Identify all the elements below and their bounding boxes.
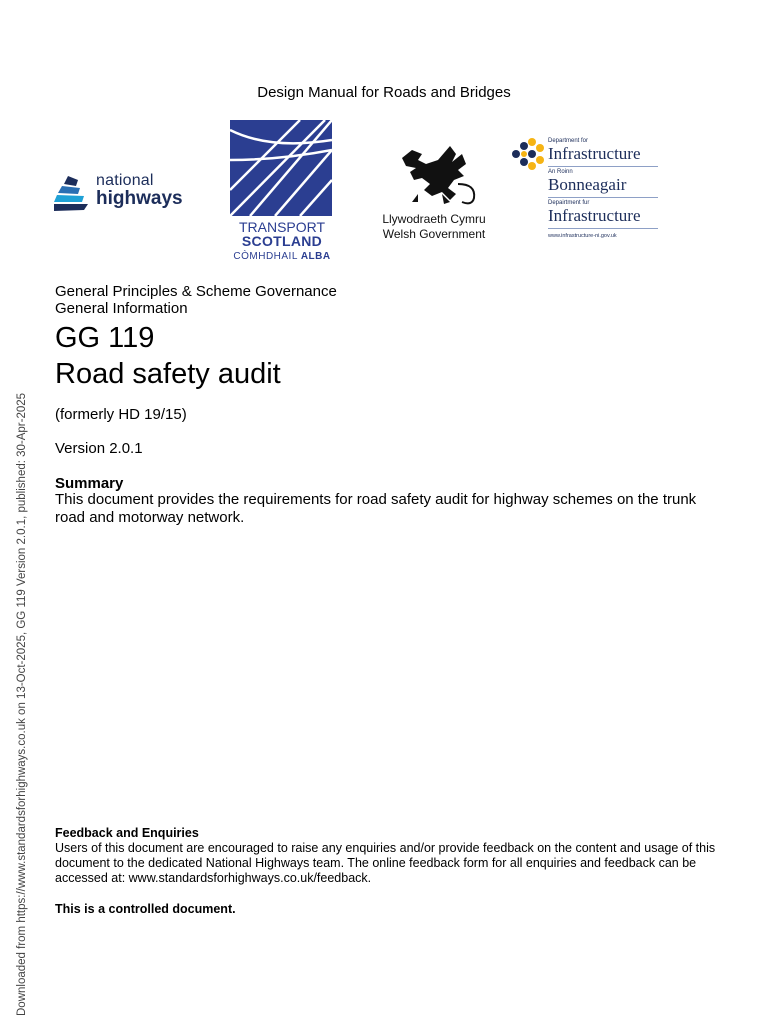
document-version: Version 2.0.1 xyxy=(55,440,143,457)
transport-scotland-logo xyxy=(230,118,334,264)
dfi-an-roinn: An Roinn xyxy=(548,169,573,175)
download-stamp: Downloaded from https://www.standardsforhighways.co.uk on 13-Oct-2025, GG 119 Version 2.0.1, published: 30-Apr-2025 xyxy=(16,392,28,1016)
partner-logos xyxy=(54,118,660,268)
dfi-divider xyxy=(548,166,658,167)
welsh-government-line1: Llywodraeth Cymru xyxy=(382,212,486,226)
document-code: GG 119 xyxy=(55,322,155,354)
dfi-divider xyxy=(548,228,658,229)
document-category-2: General Information xyxy=(55,300,188,317)
welsh-dragon-icon xyxy=(392,140,482,206)
dfi-bonneagair: Bonneagair xyxy=(548,175,627,194)
transport-scotland-line1: TRANSPORT xyxy=(238,219,326,235)
transport-scotland-mark-icon xyxy=(230,120,332,216)
manual-title: Design Manual for Roads and Bridges xyxy=(257,84,511,101)
document-title: Road safety audit xyxy=(55,358,281,390)
national-highways-logo xyxy=(54,170,204,216)
dfi-depairtment-fur: Depairtment fur xyxy=(548,200,590,206)
dfi-logo xyxy=(510,134,660,244)
feedback-text: Users of this document are encouraged to raise any enquiries and/or provide feedback on the content and usage of this document to the dedicated National Highways team. The online feedback form for all enquiries and feedback can be accessed at: www.standardsforhighways.co.uk/feedback. xyxy=(55,841,716,885)
dfi-dept-for: Department for xyxy=(548,138,589,144)
national-highways-word1: national xyxy=(96,172,154,189)
dfi-infrastructure-2: Infrastructure xyxy=(548,206,641,225)
dfi-url: www.infrastructure-ni.gov.uk xyxy=(548,233,617,239)
national-highways-word2: highways xyxy=(96,188,183,209)
welsh-government-line2: Welsh Government xyxy=(382,227,486,241)
national-highways-mark-icon xyxy=(54,174,94,212)
summary-text: This document provides the requirements for road safety audit for highway schemes on the trunk road and motorway network. xyxy=(55,491,697,526)
transport-scotland-line3: CÒMHDHAIL ALBA xyxy=(233,251,331,262)
summary-heading: Summary xyxy=(55,475,124,492)
document-category-1: General Principles & Scheme Governance xyxy=(55,283,337,300)
transport-scotland-line2: SCOTLAND xyxy=(241,233,323,249)
dfi-infrastructure: Infrastructure xyxy=(548,144,641,163)
formerly-reference: (formerly HD 19/15) xyxy=(55,406,187,423)
controlled-document-notice: This is a controlled document. xyxy=(55,902,236,916)
feedback-heading: Feedback and Enquiries xyxy=(55,826,199,840)
dfi-divider xyxy=(548,197,658,198)
dfi-hexagon-cluster-icon xyxy=(510,136,546,172)
welsh-government-logo xyxy=(376,140,496,244)
